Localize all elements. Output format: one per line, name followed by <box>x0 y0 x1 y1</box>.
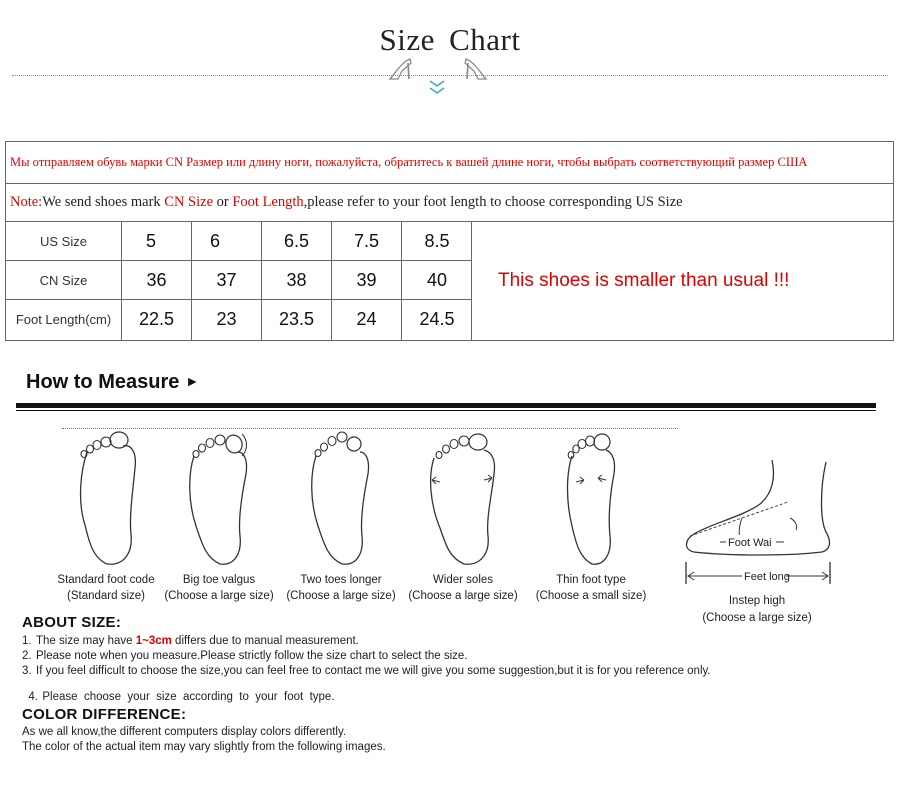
section-divider-thick <box>16 403 876 408</box>
about-size-item <box>22 635 359 647</box>
high-heel-icon <box>462 57 488 81</box>
standard-foot-icon <box>73 430 143 570</box>
item-text: Please choose your size according to your foot type. <box>42 691 335 703</box>
foot-caption-advice: (Choose a large size) <box>408 590 518 602</box>
cn-size-cell: 39 <box>332 261 402 300</box>
how-to-measure-title: How to Measure <box>26 371 180 393</box>
size-grid <box>6 222 472 340</box>
foot-caption-advice: (Standard size) <box>67 590 145 602</box>
cn-size-cell: 36 <box>122 261 192 300</box>
foot-caption-advice: (Choose a large size) <box>286 590 396 602</box>
cn-size-cell: 38 <box>262 261 332 300</box>
color-difference-line: The color of the actual item may vary slightly from the following images. <box>22 741 386 753</box>
play-arrow-icon: ► <box>185 373 200 389</box>
small-size-warning: This shoes is smaller than usual !!! <box>498 270 790 291</box>
foot-wai-label: Foot Wai <box>728 537 772 549</box>
row-label-cn-size: CN Size <box>6 261 122 300</box>
big-toe-valgus-foot-icon <box>184 430 254 570</box>
item-number: 3. <box>22 665 32 677</box>
instep-caption-advice: (Choose a large size) <box>702 612 812 624</box>
note-text-3: ,please refer to your foot length to choose corresponding US Size <box>303 194 683 210</box>
foot-length-cell: 24 <box>332 300 402 340</box>
foot-caption-name: Wider soles <box>432 574 494 586</box>
size-table <box>5 141 894 341</box>
foot-caption-advice: (Choose a small size) <box>535 590 647 602</box>
english-note <box>6 184 893 222</box>
feet-long-label: Feet long <box>744 571 790 583</box>
foot-caption-name: Standard foot code <box>57 574 155 586</box>
foot-length-cell: 23.5 <box>262 300 332 340</box>
item-text: The size may have <box>36 635 136 647</box>
color-difference-line: As we all know,the different computers display colors differently. <box>22 726 347 738</box>
toe-guide-line <box>62 428 678 429</box>
note-text-2: or <box>213 194 233 210</box>
item-number: 2. <box>22 650 32 662</box>
two-toes-longer-foot-icon <box>306 430 376 570</box>
item-text: Please note when you measure.Please strictly follow the size chart to select the size. <box>36 650 468 662</box>
item-text: If you feel difficult to choose the size,you can feel free to contact me we will give you some suggestion,but it is for you reference only. <box>36 665 711 677</box>
note-cn-size: CN Size <box>164 194 214 210</box>
item-number: 1. <box>22 635 32 647</box>
us-size-cell: 5 <box>122 222 192 261</box>
instep-caption-name: Instep high <box>728 595 786 607</box>
note-foot-length: Foot Length <box>232 194 304 210</box>
cn-size-cell: 37 <box>192 261 262 300</box>
how-to-measure-heading <box>26 371 199 394</box>
item-highlight: 1~3cm <box>135 635 172 647</box>
thin-foot-icon <box>556 430 626 570</box>
about-size-item <box>22 650 467 662</box>
wider-soles-foot-icon <box>428 430 498 570</box>
foot-caption-name: Big toe valgus <box>182 574 256 586</box>
foot-length-cell: 23 <box>192 300 262 340</box>
row-label-us-size: US Size <box>6 222 122 261</box>
note-label: Note: <box>10 194 43 210</box>
russian-note: Мы отправляем обувь марки CN Размер или длину ноги, пожалуйста, обратитесь к вашей длине ноги, чтобы выбрать соответствующий размер США <box>6 142 893 184</box>
foot-caption-name: Thin foot type <box>556 574 626 586</box>
about-size-heading: ABOUT SIZE: <box>22 614 122 631</box>
about-size-item <box>22 679 335 703</box>
color-difference-heading: COLOR DIFFERENCE: <box>22 706 187 723</box>
about-size-item <box>22 665 711 677</box>
double-chevron-down-icon <box>427 78 447 96</box>
row-label-foot-length: Foot Length(cm) <box>6 300 122 340</box>
us-size-cell: 6 <box>192 222 262 261</box>
foot-caption-name: Two toes longer <box>300 574 382 586</box>
item-number: 4. <box>28 691 38 703</box>
us-size-cell: 7.5 <box>332 222 402 261</box>
header-divider <box>12 75 888 76</box>
foot-length-cell: 22.5 <box>122 300 192 340</box>
us-size-cell: 6.5 <box>262 222 332 261</box>
page-title: Size Chart <box>379 22 521 57</box>
note-text-1: We send shoes mark <box>42 194 165 210</box>
foot-caption-advice: (Choose a large size) <box>164 590 274 602</box>
foot-length-cell: 24.5 <box>419 309 455 329</box>
us-size-cell: 8.5 <box>402 222 472 261</box>
item-text: differs due to manual measurement. <box>171 635 359 647</box>
section-divider-thin <box>16 410 876 411</box>
high-heel-icon <box>388 57 414 81</box>
cn-size-cell: 40 <box>402 261 472 300</box>
